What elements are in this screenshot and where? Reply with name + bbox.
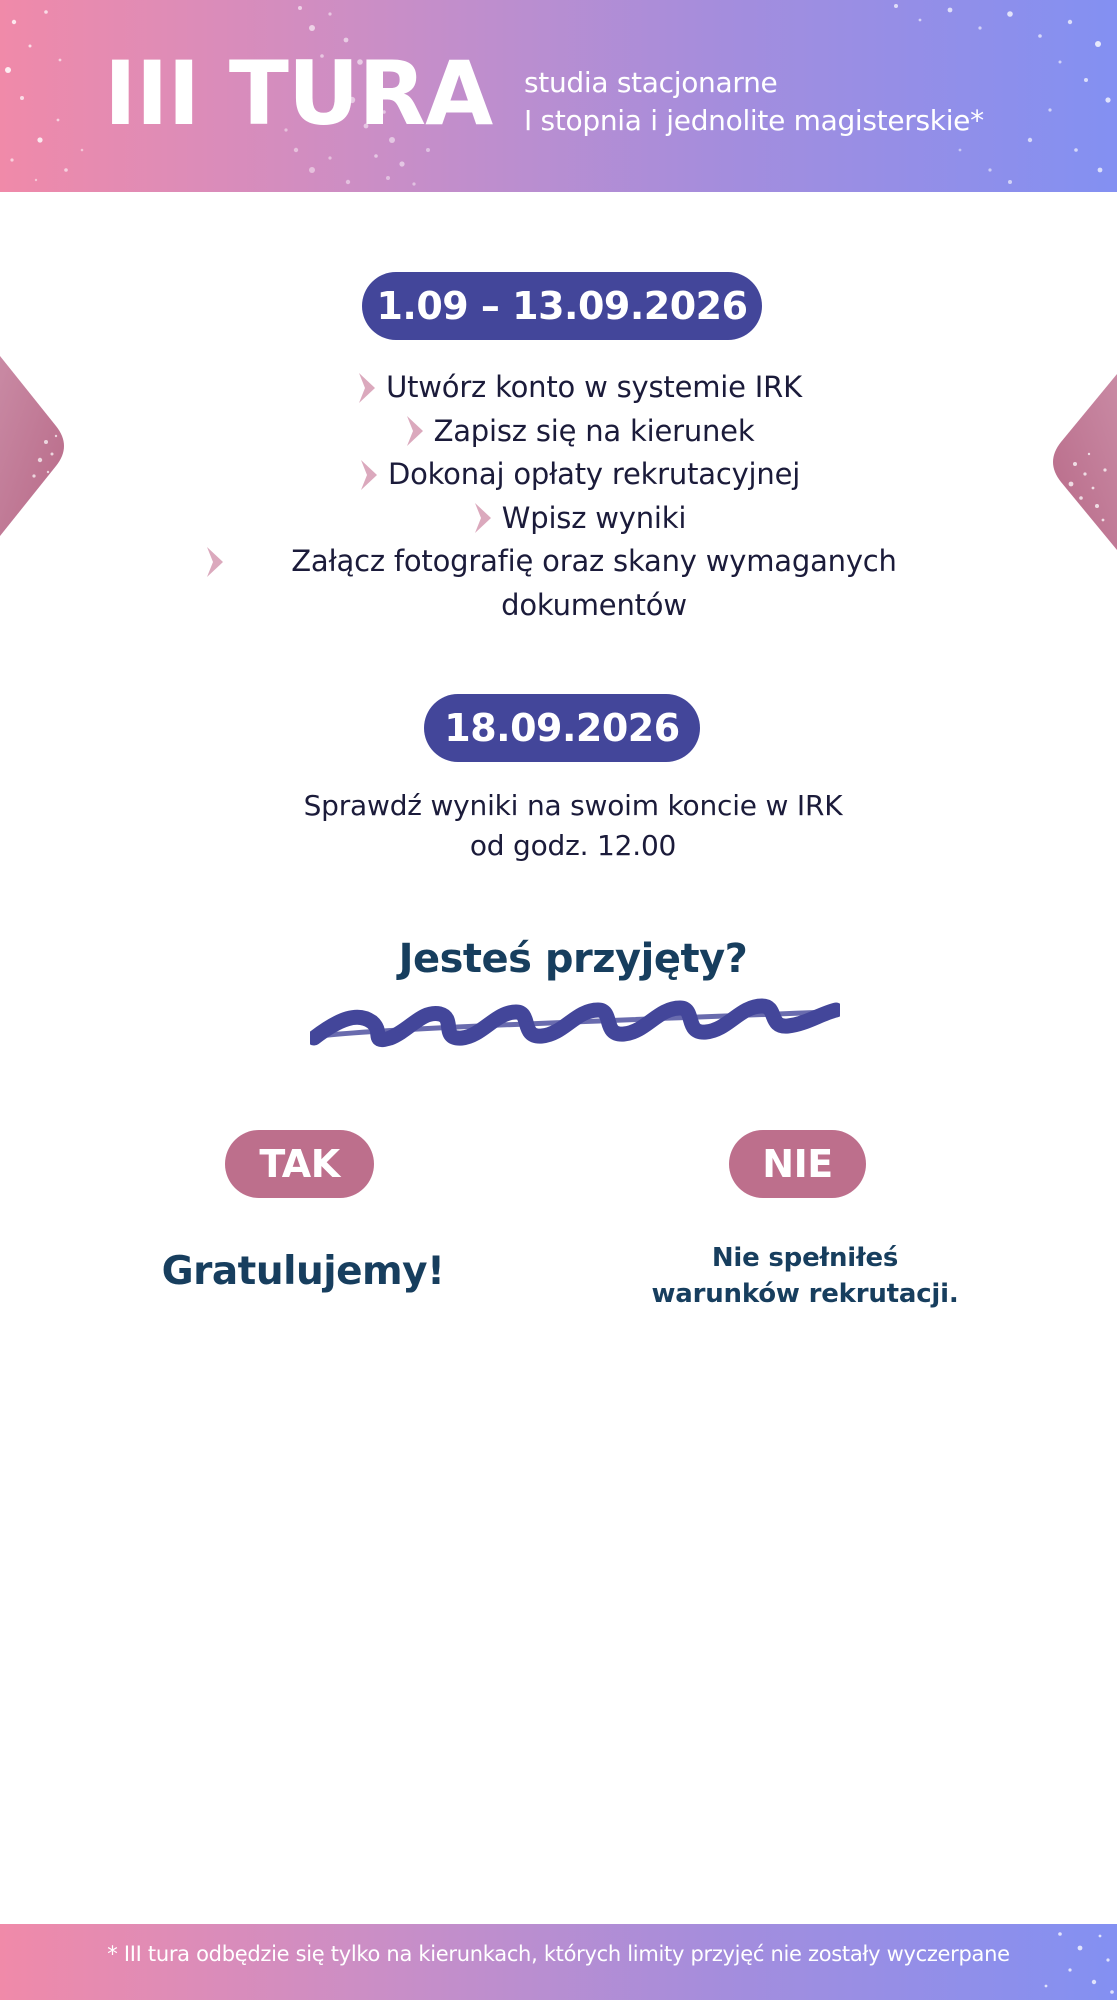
step-text: Utwórz konto w systemie IRK: [386, 370, 802, 404]
results-date-badge: 18.09.2026: [424, 694, 700, 762]
right-diamond-decoration: [1045, 374, 1117, 550]
step-text: Dokonaj opłaty rekrutacyjnej: [387, 457, 801, 491]
list-item: [150, 540, 1000, 627]
yes-badge: TAK: [225, 1130, 374, 1198]
subtitle-line-2: I stopnia i jednolite magisterskie*: [524, 104, 984, 137]
list-item: [150, 410, 1000, 454]
admission-question: Jesteś przyjęty?: [398, 936, 748, 982]
study-type-subtitle: [524, 64, 984, 140]
step-text: Wpisz wyniki: [501, 500, 687, 535]
list-item: [150, 366, 1000, 410]
results-info: [150, 786, 996, 866]
no-badge: NIE: [729, 1130, 866, 1198]
footer-footnote: * III tura odbędzie się tylko na kierunkach, których limity przyjęć nie zostały wyczerpane: [107, 1942, 1010, 1966]
chevron-right-icon: [196, 540, 234, 583]
registration-steps-list: [150, 366, 1000, 627]
brush-squiggle-icon: [310, 996, 840, 1052]
list-item: [150, 497, 1000, 541]
list-item: [150, 453, 1000, 497]
step-text: Załącz fotografię oraz skany wymaganych dokumentów: [291, 544, 897, 622]
header-banner: [0, 0, 1117, 192]
results-info-line-1: Sprawdź wyniki na swoim koncie w IRK: [303, 789, 843, 822]
subtitle-line-1: studia stacjonarne: [524, 66, 778, 99]
chevron-right-icon: [348, 366, 386, 409]
chevron-right-icon: [464, 497, 502, 540]
round-title: III TURA: [104, 42, 493, 145]
congratulations-message: Gratulujemy!: [161, 1249, 445, 1294]
results-info-line-2: od godz. 12.00: [469, 829, 677, 862]
registration-date-badge: 1.09 – 13.09.2026: [362, 272, 762, 340]
step-text: Zapisz się na kierunek: [433, 413, 755, 448]
chevron-right-icon: [396, 410, 434, 453]
rejection-line-2: warunków rekrutacji.: [651, 1279, 959, 1309]
rejection-message: [620, 1240, 990, 1312]
footer-banner: [0, 1924, 1117, 2000]
chevron-right-icon: [350, 453, 388, 496]
rejection-line-1: Nie spełniłeś: [711, 1243, 899, 1273]
left-diamond-decoration: [0, 356, 72, 536]
